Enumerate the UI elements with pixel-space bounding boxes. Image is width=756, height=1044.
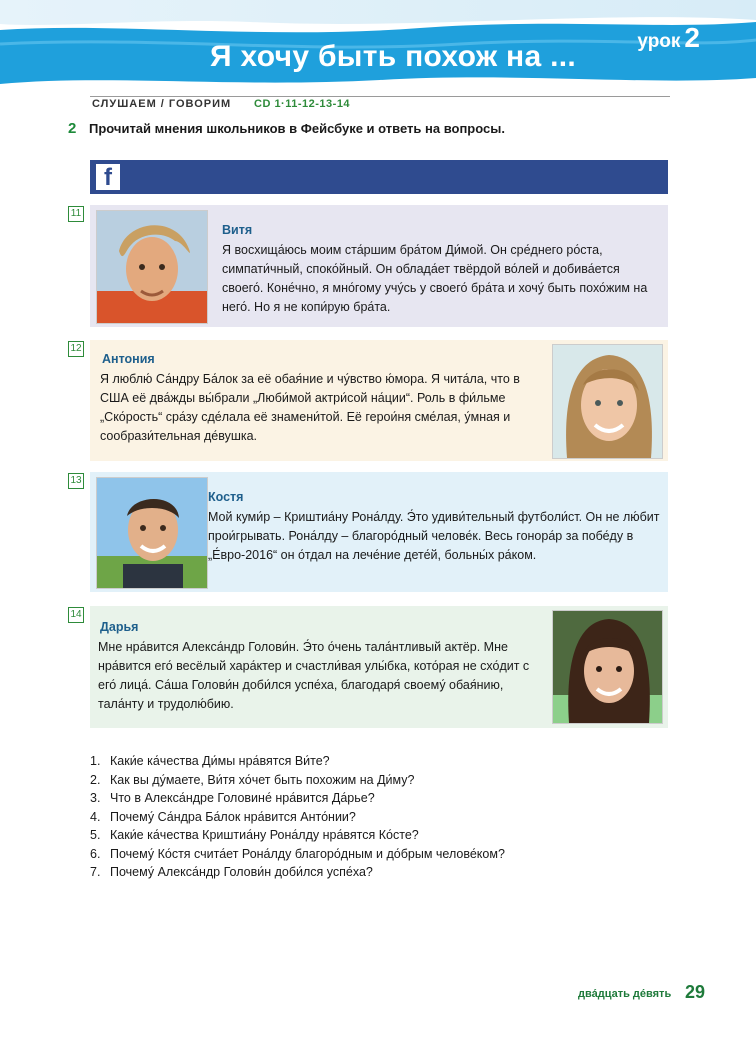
question-item	[90, 808, 690, 827]
facebook-header-bar	[90, 160, 668, 194]
post-card-kostya	[90, 472, 668, 592]
question-item	[90, 771, 690, 790]
boy-portrait-image	[97, 211, 207, 323]
young-girl-portrait-image	[553, 611, 662, 723]
question-item	[90, 845, 690, 864]
facebook-icon: f	[96, 164, 120, 190]
question-text: Что в Алекса́ндре Головине́ нра́вится Да́рье?	[110, 791, 375, 805]
question-item	[90, 826, 690, 845]
post-author: Костя	[208, 490, 244, 504]
avatar-vitya	[96, 210, 208, 324]
question-number: 3.	[90, 791, 101, 805]
question-text: Почему́ Са́ндра Ба́лок нра́вится Анто́нии?	[110, 809, 356, 824]
post-text: Мне нра́вится Алекса́ндр Голови́н. Э́то о́чень тала́нтливый актёр. Мне нра́вится его́ весёлый хара́ктер и счастли́вая улы́бка, кото́рая не схо́дит с его́ лица́. Са́ша Голови́н доби́лся успе́ха, благодаря́ своему́ обая́нию, тала́нту и трудолю́бию.	[98, 640, 530, 711]
page-number: 29	[685, 982, 706, 1002]
question-text: Почему́ Ко́стя счита́ет Рона́лду благоро́дным и до́брым челове́ком?	[110, 846, 505, 861]
post-author: Дарья	[100, 620, 139, 634]
page-number-word: два́дцать де́вять	[578, 988, 672, 1000]
post-marker: 11	[68, 206, 84, 222]
question-text: Почему́ Алекса́ндр Голови́н доби́лся успе́ха?	[110, 865, 373, 879]
question-number: 1.	[90, 754, 101, 768]
post-text: Мой куми́р – Криштиа́ну Рона́лду. Э́то удиви́тельный футболи́ст. Он не лю́бит прои́грывать. Рона́лду – благоро́дный челове́к. Весь гонора́р за побе́ду в „Е́вро-2016“ он о́тдал на лече́ние дете́й, больны́х ра́ком.	[208, 510, 660, 562]
avatar-kostya	[96, 477, 208, 589]
question-list	[90, 752, 690, 882]
post-card-darya	[90, 606, 668, 728]
post-text: Я восхища́юсь моим ста́ршим бра́том Ди́мой. Он сре́днего ро́ста, симпати́чный, споко́йный. Он облада́ет твёрдой во́лей и добива́ется своего́. Коне́чно, я мно́гому учу́сь у своего́ бра́та и хочу́ быть похо́жим на него́. Но я не копи́рую бра́та.	[222, 243, 648, 314]
girl-portrait-image	[553, 345, 662, 458]
teen-boy-portrait-image	[97, 478, 207, 588]
avatar-darya	[552, 610, 663, 724]
avatar-antonia	[552, 344, 663, 459]
question-number: 2.	[90, 772, 101, 787]
question-number: 4.	[90, 809, 101, 824]
post-marker: 14	[68, 607, 84, 623]
question-item	[90, 752, 690, 771]
question-text: Как вы ду́маете, Ви́тя хо́чет быть похожим на Ди́му?	[110, 772, 415, 787]
question-item	[90, 863, 690, 882]
post-card-vitya	[90, 205, 668, 327]
task-instruction: Прочитай мнения школьников в Фейсбуке и ответь на вопросы.	[89, 121, 505, 136]
lesson-word: урок	[637, 31, 681, 52]
question-number: 6.	[90, 846, 101, 861]
question-text: Каки́е ка́чества Криштиа́ну Рона́лду нра́вятся Ко́сте?	[110, 828, 419, 842]
post-marker: 13	[68, 473, 84, 489]
lesson-number: 2	[684, 22, 700, 53]
question-number: 5.	[90, 828, 101, 842]
task-number: 2	[68, 120, 77, 137]
question-item	[90, 789, 690, 808]
post-text: Я люблю́ Са́ндру Ба́лок за её обая́ние и чу́вство ю́мора. Я чита́ла, что в США её два́жды вы́брали „Люби́мой актри́сой на́ции“. Роль в фи́льме „Ско́рость“ сра́зу сде́лала её знамени́той. Её герои́ня сме́лая, у́мная и сообрази́тельная де́вушка.	[100, 372, 520, 443]
cd-tracks-label: CD 1·11-12-13-14	[254, 98, 351, 110]
post-card-antonia	[90, 340, 668, 461]
question-number: 7.	[90, 865, 101, 879]
post-author: Витя	[222, 223, 253, 237]
post-author: Антония	[102, 352, 155, 366]
section-label: СЛУШАЕМ / ГОВОРИМ	[92, 98, 232, 110]
post-marker: 12	[68, 341, 84, 357]
page-title: Я хочу быть похож на ...	[210, 40, 576, 73]
question-text: Каки́е ка́чества Ди́мы нра́вятся Ви́те?	[110, 754, 330, 768]
